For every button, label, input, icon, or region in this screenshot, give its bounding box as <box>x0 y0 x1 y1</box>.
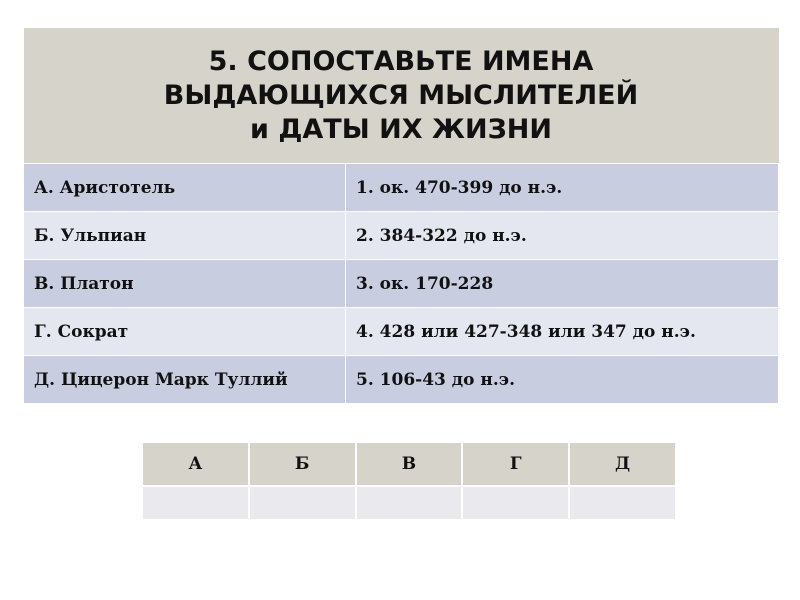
answer-header-row <box>142 443 676 486</box>
thinker-name: В. Платон <box>24 260 346 308</box>
life-dates: 3. ок. 170-228 <box>346 260 779 308</box>
answer-header-v: В <box>356 443 463 486</box>
table-row <box>24 308 779 356</box>
table-row <box>24 164 779 212</box>
thinker-name: А. Аристотель <box>24 164 346 212</box>
task-title <box>24 28 779 164</box>
answer-cell-v[interactable] <box>356 486 463 520</box>
matching-table <box>23 28 779 403</box>
title-line-1: 5. СОПОСТАВЬТЕ ИМЕНА <box>208 45 594 77</box>
title-line-2: ВЫДАЮЩИХСЯ МЫСЛИТЕЛЕЙ <box>163 79 639 111</box>
thinker-name: Д. Цицерон Марк Туллий <box>24 356 346 404</box>
table-row <box>24 356 779 404</box>
life-dates: 4. 428 или 427-348 или 347 до н.э. <box>346 308 779 356</box>
answer-header-b: Б <box>249 443 356 486</box>
answer-header-d: Д <box>569 443 676 486</box>
title-line-3: и ДАТЫ ИХ ЖИЗНИ <box>250 113 552 145</box>
answer-cell-g[interactable] <box>462 486 569 520</box>
answer-table <box>141 443 677 521</box>
answer-header-g: Г <box>462 443 569 486</box>
life-dates: 1. ок. 470-399 до н.э. <box>346 164 779 212</box>
answer-cell-b[interactable] <box>249 486 356 520</box>
table-row <box>24 212 779 260</box>
life-dates: 5. 106-43 до н.э. <box>346 356 779 404</box>
answer-cell-d[interactable] <box>569 486 676 520</box>
title-row <box>24 28 779 164</box>
thinker-name: Г. Сократ <box>24 308 346 356</box>
answer-cell-a[interactable] <box>142 486 249 520</box>
life-dates: 2. 384-322 до н.э. <box>346 212 779 260</box>
answer-header-a: А <box>142 443 249 486</box>
answer-row <box>142 486 676 520</box>
table-row <box>24 260 779 308</box>
thinker-name: Б. Ульпиан <box>24 212 346 260</box>
